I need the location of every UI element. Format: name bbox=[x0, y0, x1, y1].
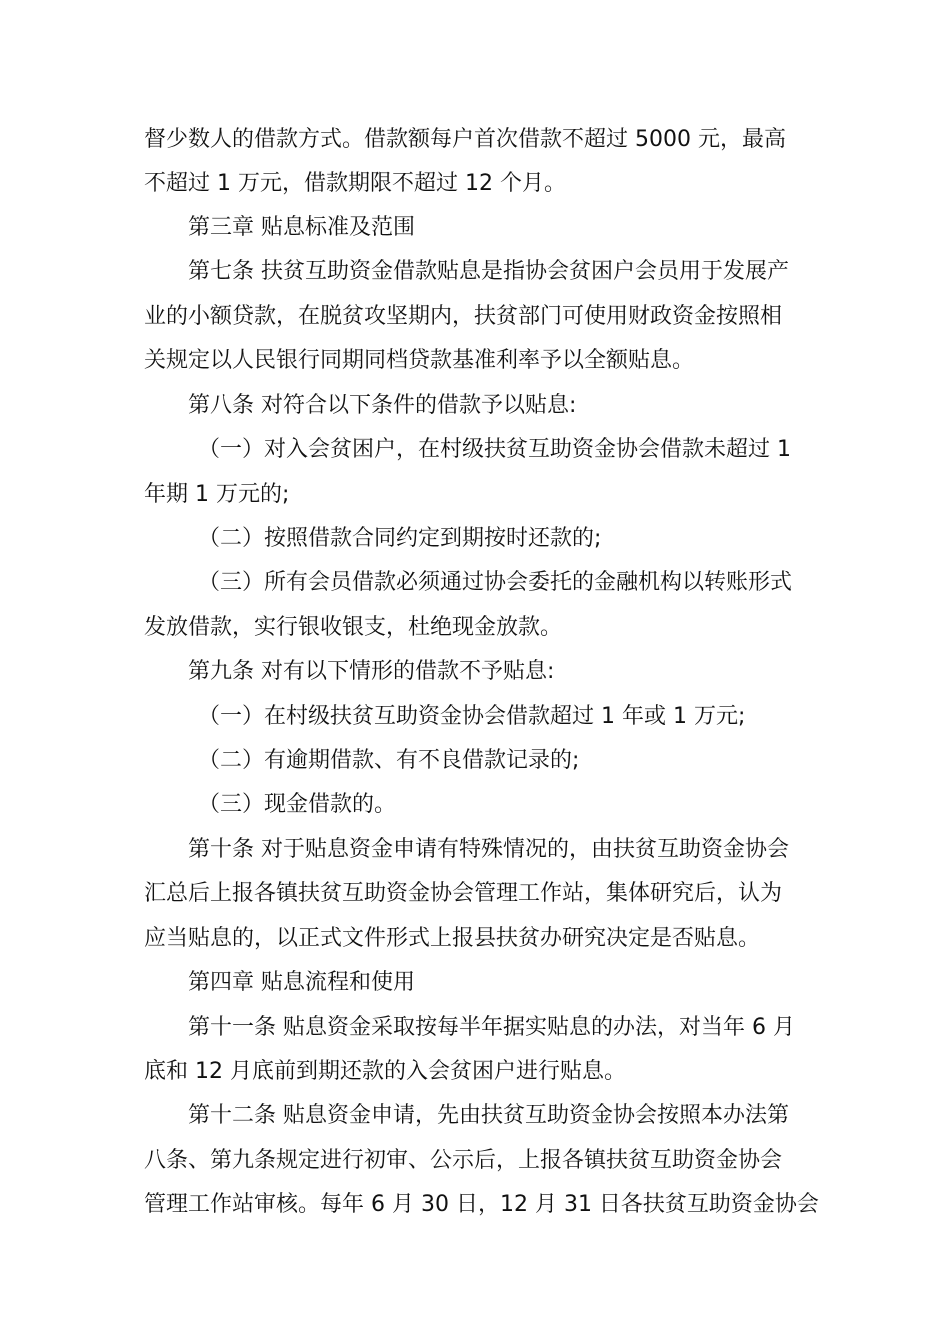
text-line: 管理工作站审核。每年 6 月 30 日，12 月 31 日各扶贫互助资金协会 bbox=[144, 1192, 819, 1217]
list-item: （一）对入会贫困户，在村级扶贫互助资金协会借款未超过 1 bbox=[198, 437, 791, 462]
text-line: 汇总后上报各镇扶贫互助资金协会管理工作站，集体研究后，认为 bbox=[144, 881, 783, 906]
article-text: 第七条 扶贫互助资金借款贴息是指协会贫困户会员用于发展产 bbox=[188, 259, 789, 284]
article-text: 第十二条 贴息资金申请，先由扶贫互助资金协会按照本办法第 bbox=[188, 1103, 789, 1128]
text-line: 督少数人的借款方式。借款额每户首次借款不超过 5000 元，最高 bbox=[144, 127, 786, 152]
text-line: 年期 1 万元的; bbox=[144, 482, 290, 507]
list-item: （二）有逾期借款、有不良借款记录的; bbox=[198, 748, 580, 773]
list-item: （三）现金借款的。 bbox=[198, 792, 397, 817]
list-item: （二）按照借款合同约定到期按时还款的; bbox=[198, 526, 602, 551]
text-line: 业的小额贷款，在脱贫攻坚期内，扶贫部门可使用财政资金按照相 bbox=[144, 304, 783, 329]
text-line: 关规定以人民银行同期同档贷款基准利率予以全额贴息。 bbox=[144, 348, 695, 373]
chapter-heading: 第三章 贴息标准及范围 bbox=[188, 215, 415, 240]
article-text: 第八条 对符合以下条件的借款予以贴息: bbox=[188, 393, 577, 418]
text-line: 底和 12 月底前到期还款的入会贫困户进行贴息。 bbox=[144, 1059, 626, 1084]
text-line: 不超过 1 万元，借款期限不超过 12 个月。 bbox=[144, 171, 566, 196]
article-text: 第十条 对于贴息资金申请有特殊情况的，由扶贫互助资金协会 bbox=[188, 837, 789, 862]
list-item: （一）在村级扶贫互助资金协会借款超过 1 年或 1 万元; bbox=[198, 704, 746, 729]
article-text: 第九条 对有以下情形的借款不予贴息: bbox=[188, 659, 555, 684]
chapter-heading: 第四章 贴息流程和使用 bbox=[188, 970, 415, 995]
text-line: 应当贴息的，以正式文件形式上报县扶贫办研究决定是否贴息。 bbox=[144, 926, 761, 951]
text-line: 八条、第九条规定进行初审、公示后，上报各镇扶贫互助资金协会 bbox=[144, 1148, 783, 1173]
list-item: （三）所有会员借款必须通过协会委托的金融机构以转账形式 bbox=[198, 570, 793, 595]
text-line: 发放借款，实行银收银支，杜绝现金放款。 bbox=[144, 615, 563, 640]
article-text: 第十一条 贴息资金采取按每半年据实贴息的办法，对当年 6 月 bbox=[188, 1015, 795, 1040]
